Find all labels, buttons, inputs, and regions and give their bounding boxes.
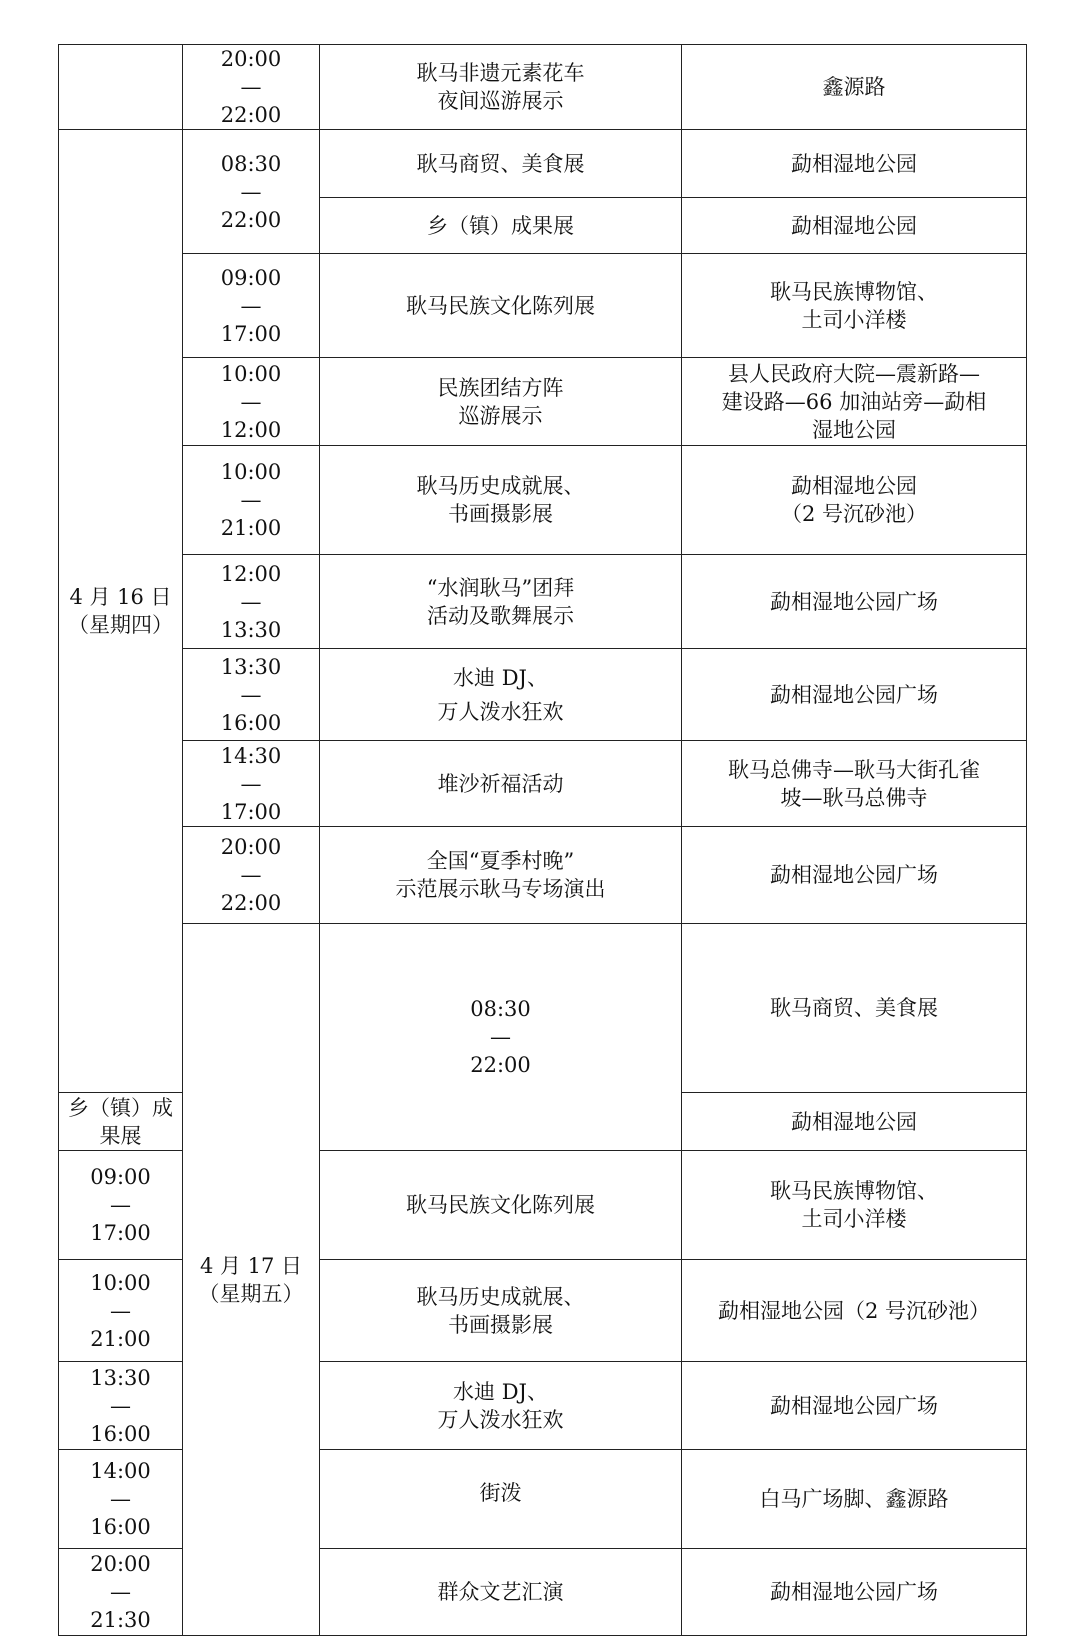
- end-time: 16:00: [220, 710, 282, 735]
- event-cell: [320, 45, 682, 130]
- venue-cell: [682, 130, 1027, 198]
- time-cell: [183, 45, 320, 130]
- event-cell: [320, 649, 682, 741]
- event-line: 书画摄影展: [448, 502, 553, 526]
- venue-line: 勐相湿地公园: [791, 474, 917, 498]
- start-time: 20:00: [220, 47, 282, 71]
- event-line: 乡（镇）成果展: [68, 1095, 173, 1148]
- event-cell: [682, 924, 1027, 1093]
- event-line: “水润耿马”团拜: [426, 575, 575, 600]
- venue-cell: [682, 1450, 1027, 1549]
- event-cell: [59, 1093, 183, 1151]
- time-cell: [183, 741, 320, 827]
- venue-cell: [682, 45, 1027, 130]
- venue-cell: [682, 358, 1027, 446]
- end-time: 17:00: [90, 1221, 151, 1245]
- time-dash: —: [110, 1393, 131, 1418]
- time-cell: [183, 649, 320, 741]
- venue-line: 土司小洋楼: [801, 1207, 907, 1231]
- event-line: 万人泼水狂欢: [437, 699, 564, 724]
- table-row: [59, 555, 1027, 649]
- venue-line: 湿地公园: [812, 417, 896, 442]
- start-time: 12:00: [220, 561, 282, 586]
- event-cell: [320, 198, 682, 254]
- table-row: [59, 649, 1027, 741]
- day-cell: [59, 130, 183, 1093]
- time-cell: [183, 555, 320, 649]
- event-line: 耿马民族文化陈列展: [406, 1193, 595, 1217]
- venue-cell: [682, 1362, 1027, 1450]
- event-cell: [320, 1260, 682, 1362]
- venue-line: 勐相湿地公园广场: [770, 863, 938, 887]
- event-cell: [320, 130, 682, 198]
- start-time: 13:30: [220, 654, 282, 679]
- end-time: 22:00: [220, 103, 282, 127]
- start-time: 10:00: [90, 1270, 151, 1295]
- event-line: 耿马非遗元素花车: [416, 61, 585, 85]
- time-dash: —: [240, 771, 262, 796]
- time-cell: [183, 130, 320, 254]
- end-time: 17:00: [220, 321, 282, 346]
- event-cell: [320, 555, 682, 649]
- table-row: [59, 924, 1027, 1093]
- venue-cell: [682, 1093, 1027, 1151]
- venue-cell: [682, 555, 1027, 649]
- time-dash: —: [240, 389, 262, 414]
- start-time: 14:00: [90, 1459, 151, 1483]
- table-row: [59, 45, 1027, 130]
- event-line: 耿马商贸、美食展: [416, 151, 585, 176]
- time-dash: —: [240, 179, 262, 204]
- end-time: 13:30: [220, 617, 282, 642]
- event-line: 书画摄影展: [448, 1312, 553, 1337]
- end-time: 22:00: [220, 207, 282, 232]
- event-line: 水迪 DJ、: [453, 1379, 548, 1404]
- event-cell: [320, 1362, 682, 1450]
- venue-line: 耿马总佛寺—耿马大街孔雀: [728, 757, 980, 782]
- start-time: 09:00: [220, 265, 282, 290]
- venue-line: 白马广场脚、鑫源路: [759, 1487, 949, 1511]
- end-time: 21:00: [220, 516, 282, 540]
- end-time: 17:00: [220, 799, 282, 824]
- event-line: 街泼: [479, 1481, 522, 1505]
- table-row: [59, 741, 1027, 827]
- table-row: [59, 130, 1027, 198]
- venue-cell: [682, 1549, 1027, 1636]
- venue-line: 坡—耿马总佛寺: [780, 785, 928, 810]
- event-line: 民族团结方阵: [437, 375, 564, 400]
- time-dash: —: [110, 1193, 131, 1217]
- venue-line: 勐相湿地公园广场: [770, 589, 938, 614]
- venue-line: 勐相湿地公园: [791, 1109, 917, 1134]
- venue-line: （2 号沉砂池）: [780, 502, 928, 526]
- event-cell: [320, 1450, 682, 1549]
- day-weekday: （星期五）: [198, 1281, 304, 1306]
- venue-cell: [682, 827, 1027, 924]
- day-date: 4 月 17 日: [199, 1253, 303, 1278]
- day-cell: [183, 924, 320, 1636]
- venue-line: 土司小洋楼: [801, 307, 907, 332]
- time-dash: —: [110, 1298, 131, 1323]
- time-dash: —: [110, 1487, 131, 1511]
- event-line: 乡（镇）成果展: [427, 213, 574, 238]
- time-dash: —: [110, 1580, 131, 1604]
- time-dash: —: [240, 293, 262, 318]
- event-cell: [320, 741, 682, 827]
- end-time: 21:30: [90, 1608, 151, 1632]
- day-weekday: （星期四）: [68, 613, 173, 637]
- time-dash: —: [240, 863, 262, 887]
- event-line: 全国“夏季村晚”: [426, 849, 575, 873]
- venue-cell: [682, 1260, 1027, 1362]
- venue-cell: [682, 1151, 1027, 1260]
- event-cell: [320, 446, 682, 555]
- event-cell: [320, 827, 682, 924]
- start-time: 09:00: [90, 1165, 151, 1189]
- schedule-table: [58, 44, 1027, 1636]
- end-time: 12:00: [220, 417, 282, 442]
- time-dash: —: [240, 488, 262, 512]
- start-time: 13:30: [90, 1365, 151, 1390]
- venue-line: 耿马民族博物馆、: [770, 1179, 938, 1203]
- event-line: 耿马民族文化陈列展: [406, 293, 595, 318]
- time-dash: —: [240, 589, 262, 614]
- venue-line: 勐相湿地公园广场: [770, 682, 938, 707]
- venue-line: 耿马民族博物馆、: [770, 279, 938, 304]
- venue-cell: [682, 649, 1027, 741]
- start-time: 20:00: [90, 1552, 151, 1576]
- venue-line: 勐相湿地公园（2 号沉砂池）: [717, 1298, 991, 1323]
- event-line: 水迪 DJ、: [453, 665, 548, 690]
- time-cell: [59, 1549, 183, 1636]
- event-cell: [320, 1151, 682, 1260]
- day-date: 4 月 16 日: [69, 585, 172, 609]
- event-line: 耿马历史成就展、: [416, 1284, 585, 1309]
- venue-line: 鑫源路: [822, 75, 886, 99]
- event-line: 万人泼水狂欢: [437, 1407, 564, 1432]
- event-line: 堆沙祈福活动: [437, 771, 564, 796]
- table-row: [59, 446, 1027, 555]
- time-cell: [183, 446, 320, 555]
- venue-line: 勐相湿地公园: [791, 151, 917, 176]
- start-time: 08:30: [220, 151, 282, 176]
- venue-line: 勐相湿地公园: [791, 213, 917, 238]
- time-cell: [320, 924, 682, 1151]
- event-line: 耿马历史成就展、: [416, 474, 585, 498]
- venue-cell: [682, 446, 1027, 555]
- time-cell: [183, 358, 320, 446]
- start-time: 10:00: [220, 361, 282, 386]
- venue-cell: [682, 741, 1027, 827]
- end-time: 22:00: [470, 1053, 531, 1077]
- start-time: 08:30: [470, 997, 531, 1021]
- time-dash: —: [240, 75, 262, 99]
- end-time: 22:00: [220, 891, 282, 915]
- venue-line: 建设路—66 加油站旁—勐相: [721, 389, 987, 414]
- time-cell: [59, 1151, 183, 1260]
- event-line: 耿马商贸、美食展: [770, 996, 938, 1020]
- event-cell: [320, 1549, 682, 1636]
- venue-line: 县人民政府大院—震新路—: [728, 361, 980, 386]
- start-time: 20:00: [220, 835, 282, 859]
- event-line: 活动及歌舞展示: [427, 603, 574, 628]
- start-time: 14:30: [220, 743, 282, 768]
- table-row: [59, 358, 1027, 446]
- time-cell: [59, 1450, 183, 1549]
- venue-cell: [682, 198, 1027, 254]
- time-cell: [183, 254, 320, 358]
- event-cell: [320, 254, 682, 358]
- end-time: 21:00: [90, 1326, 151, 1351]
- day-cell-empty: [59, 45, 183, 130]
- event-line: 巡游展示: [458, 403, 543, 428]
- event-cell: [320, 358, 682, 446]
- table-row: [59, 827, 1027, 924]
- end-time: 16:00: [90, 1421, 151, 1446]
- venue-line: 勐相湿地公园广场: [770, 1580, 938, 1604]
- end-time: 16:00: [90, 1515, 151, 1539]
- event-line: 群众文艺汇演: [437, 1580, 564, 1604]
- venue-cell: [682, 254, 1027, 358]
- time-dash: —: [490, 1025, 511, 1049]
- time-cell: [183, 827, 320, 924]
- event-line: 夜间巡游展示: [437, 89, 564, 113]
- venue-line: 勐相湿地公园广场: [770, 1393, 938, 1418]
- time-dash: —: [240, 682, 262, 707]
- time-cell: [59, 1260, 183, 1362]
- time-cell: [59, 1362, 183, 1450]
- event-line: 示范展示耿马专场演出: [395, 877, 606, 901]
- start-time: 10:00: [220, 460, 282, 484]
- table-row: [59, 254, 1027, 358]
